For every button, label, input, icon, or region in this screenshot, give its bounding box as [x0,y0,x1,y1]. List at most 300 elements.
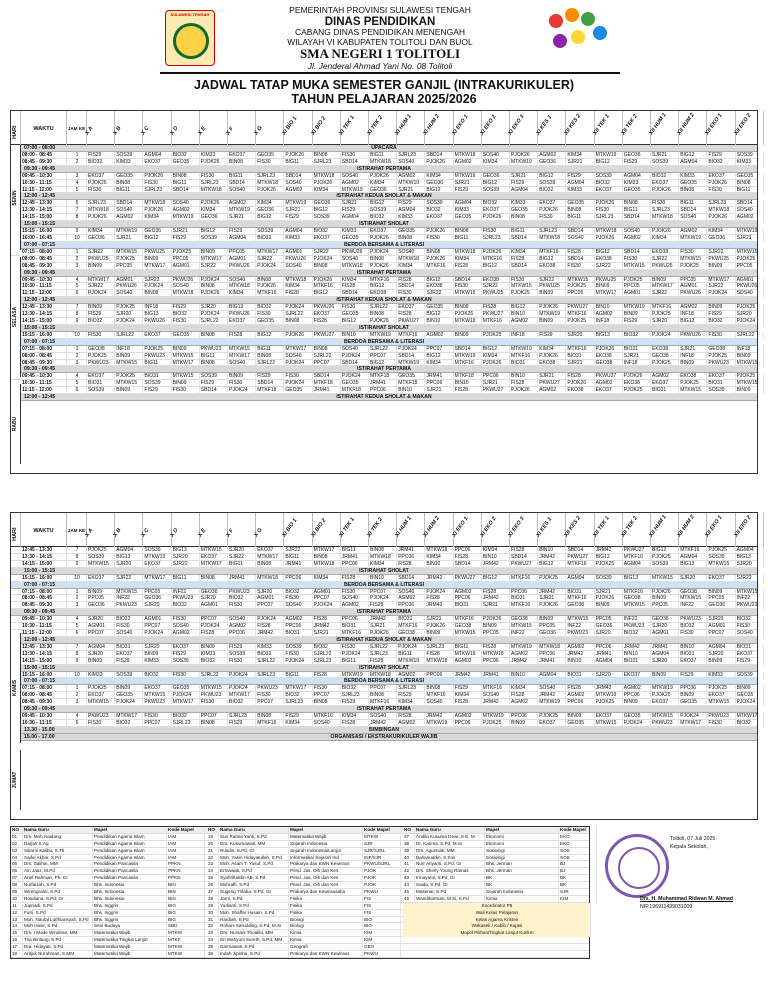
class-cell: SOS39 [425,200,453,207]
class-cell: PJOK25 [510,290,538,297]
row-jam: 5 [67,283,87,290]
class-cell: FIS30 [87,720,115,727]
class-cell: MTKF16 [651,304,679,311]
class-cell: SJR22 [538,277,566,284]
band-time: 07:00 - 07:15 [22,678,68,685]
class-cell: GEO36 [595,623,623,630]
class-cell: BIN08 [313,699,341,706]
schedule-row [11,658,757,665]
schedule-row [11,699,757,706]
class-cell: SJR22 [651,256,679,263]
legend-cell: 29 [207,903,219,910]
legend-cell: Saiful Akbar, S.Pd [23,855,93,862]
class-cell: GEO35 [341,380,369,387]
class-cell: BIN09 [538,318,566,325]
class-cell: SJR22 [707,283,735,290]
row-jam: 4 [67,713,87,720]
class-cell: PPC06 [482,373,510,380]
class-cell: SJR20 [256,589,284,596]
break-band: ISTIRAHAT PERTAMA 09:30 - 09:45 [11,270,757,277]
class-cell: BIN08 [143,290,171,297]
class-cell: MTKF16 [623,589,651,596]
class-cell: FIS29 [228,644,256,651]
header-class-8 [309,111,341,145]
class-cell: MTKW17 [595,290,623,297]
class-cell: BIG13 [115,554,143,561]
class-cell: PKWU27 [313,332,341,339]
class-cell: AGM02 [172,630,200,637]
class-cell: BIG12 [200,228,228,235]
class-cell: SOS39 [200,235,228,242]
class-cell: SBD14 [510,263,538,270]
class-cell: BIG12 [595,554,623,561]
class-cell: SJRL22 [369,304,397,311]
legend-cell: Drs. Nursani Thoalibi, MM [219,930,289,937]
class-cell: SBD14 [454,346,482,353]
class-cell: GEO38 [87,346,115,353]
class-cell: SBD14 [566,228,594,235]
class-cell: BIN09 [623,311,651,318]
legend-cell: Rohani Sarudding, S.Pd, M.Si [219,923,289,930]
class-cell: SJRL23 [651,207,679,214]
row-time: 14:15 - 15:00 [21,658,67,665]
class-cell: MTKW18 [200,187,228,194]
teacher-legend [10,826,590,959]
class-cell: MTKW19 [369,332,397,339]
class-cell: SBD14 [341,159,369,166]
class-cell: AGM02 [397,595,425,602]
class-cell: MTKW15 [679,387,707,394]
class-cell: FIS29 [623,318,651,325]
header-class-label: XII TEK 1 [591,113,611,137]
class-cell: BIG11 [397,651,425,658]
class-cell: KIM34 [538,346,566,353]
class-cell: FIS29 [228,228,256,235]
class-cell: JRM42 [566,651,594,658]
class-cell: KIM34 [313,575,341,582]
class-cell: JRM42 [369,720,397,727]
class-cell: EKO37 [143,685,171,692]
header-class-label: X D [168,125,180,137]
header-class-5 [225,111,256,145]
class-cell: SBD14 [425,152,453,159]
legend-cell: 23 [207,861,219,868]
class-cell: AGM02 [397,672,425,679]
class-cell: PKWU25 [143,249,171,256]
header-class-label: XII KES 2 [563,515,583,539]
class-cell: MTKW17 [284,685,312,692]
schedule-row [11,173,757,180]
class-cell: BIG13 [623,575,651,582]
class-cell: PJOK24 [397,346,425,353]
class-cell: MTKF18 [256,387,284,394]
class-cell: MTKW15 [115,360,143,367]
class-cell: SOS39 [115,152,143,159]
schedule-row [11,651,757,658]
class-cell: BIN08 [256,277,284,284]
class-cell: KIM34 [397,263,425,270]
class-cell: MTKW19 [482,713,510,720]
class-cell: AGM01 [115,277,143,284]
band-time: 15:00 - 15:15 [22,221,68,228]
class-cell: BIN10 [369,575,397,582]
class-cell: SBD14 [623,214,651,221]
header-class-label: XII EKO 1 [704,514,724,539]
class-cell: FIS28 [454,263,482,270]
class-cell: BIG12 [510,304,538,311]
header-class-label: X E [197,125,208,137]
class-cell: GEO36 [538,159,566,166]
class-cell: FIS30 [341,644,369,651]
break-band: ISTIRAHAT KEDUA SHOLAT & MAKAN 12:00 - 12:45 [11,193,757,200]
header-waktu [21,111,67,145]
class-cell: PPC06 [454,547,482,554]
class-cell: MTKW18 [143,200,171,207]
class-cell: SOS40 [115,207,143,214]
row-jam: 6 [67,387,87,394]
class-cell: BIN08 [454,304,482,311]
schedule-row [11,692,757,699]
class-cell: FIS30 [228,380,256,387]
legend-cell: IAM [167,841,205,848]
class-cell: BIO32 [313,228,341,235]
legend-cell: Pendidikan Pancasila [93,868,167,875]
class-cell: SJR21 [454,180,482,187]
class-cell: FIS28 [369,658,397,665]
legend-cell: Ermawati, S.Pd [219,868,289,875]
legend-cell: BIG [167,910,205,917]
class-cell: PJOK24 [341,373,369,380]
header-class-4 [197,513,228,547]
schedule-table-2 [10,512,758,820]
schedule-row [11,387,757,394]
class-cell: KIM34 [369,180,397,187]
class-cell: EKO37 [651,380,679,387]
class-cell: EKO37 [595,187,623,194]
legend-cell: Nama Guru [415,827,485,834]
table-header [11,111,757,145]
class-cell: INF18 [595,318,623,325]
class-cell: MTKF16 [482,256,510,263]
class-cell: KIM34 [482,547,510,554]
legend-cell: Nurr Ariyanti, S.Pd, Gr [415,861,485,868]
class-cell: EKO37 [538,200,566,207]
header-class-label: X D [168,527,180,539]
class-cell: MTKF16 [454,360,482,367]
class-cell: BIG12 [425,353,453,360]
class-cell: MTKW18 [397,256,425,263]
class-cell: FIS29 [228,720,256,727]
class-cell: SOS40 [284,180,312,187]
break-band: BIMBINGAN 13.30 - 15.00 [11,727,757,734]
schedule-row [11,575,757,582]
class-cell: KIM34 [651,235,679,242]
class-cell: MTKF16 [566,595,594,602]
legend-cell: BIN [167,889,205,896]
class-cell: EKO37 [172,644,200,651]
class-cell: PJOK26 [707,214,735,221]
legend-cell: 11 [11,903,23,910]
class-cell: FIS28 [510,547,538,554]
legend-cell: Jarni, S.Pd [219,896,289,903]
header-class-label: XI EKO 1 [450,516,470,539]
class-cell: FIS29 [397,692,425,699]
class-cell: PKWU23 [651,720,679,727]
class-cell: BIO32 [172,311,200,318]
class-cell: GEO36 [707,235,735,242]
legend-cell: 41 [403,861,415,868]
class-cell: MTKF16 [256,720,284,727]
class-cell: GEO38 [651,353,679,360]
legend-cell: 32 [207,923,219,930]
class-cell: AGM02 [454,658,482,665]
class-cell: PJOK24 [651,332,679,339]
class-cell: PPC05 [143,589,171,596]
legend-cell: MTKW [167,951,205,958]
class-cell: FIS30 [341,152,369,159]
break-band: UPACARA 07:00 - 08:00 [11,145,757,152]
header-hari [11,513,21,547]
class-cell: SJR21 [510,173,538,180]
class-cell: SJR21 [313,630,341,637]
class-cell: MTKF16 [566,311,594,318]
class-cell: PJOK24 [679,713,707,720]
class-cell: PJOK26 [707,180,735,187]
class-cell: BIN10 [454,380,482,387]
class-cell: BIG12 [256,332,284,339]
legend-cell: Indah Jiploha, S.Pd [219,951,289,958]
class-cell: KIM33 [341,228,369,235]
class-cell: FIS30 [679,249,707,256]
class-cell: GEO38 [707,346,735,353]
class-cell: MTKW15 [651,713,679,720]
class-cell: PPC07 [369,589,397,596]
class-cell: MTKW17 [200,561,228,568]
class-cell: SOS40 [341,346,369,353]
legend-cell: Andila Kusuma Dewi, S.E, M [415,834,485,841]
row-time: 13:30 - 14:15 [21,554,67,561]
class-cell: PKWU23 [143,353,171,360]
class-cell: INF22 [623,616,651,623]
band-time: 09:30 - 09:45 [22,166,68,173]
class-cell: PPC06 [284,575,312,582]
row-jam: 8 [67,554,87,561]
class-cell: EKO37 [707,575,735,582]
class-cell: EKO37 [707,692,735,699]
class-cell: SOS40 [482,152,510,159]
class-cell: MTKF16 [313,713,341,720]
class-cell: PJOK26 [425,228,453,235]
class-cell: PKWU23 [172,595,200,602]
legend-cell: BIG [167,903,205,910]
sign-place-date: Tolitoli, 07 Juli 2025 [670,836,716,842]
row-jam: 4 [67,277,87,284]
legend-cell: Rosdiana, S.Pd, Gr [23,896,93,903]
legend-cell: Dra. Kusumawati, MM [219,841,289,848]
class-cell: SJRL23 [256,672,284,679]
class-cell: PKWU27 [566,554,594,561]
legend-cell: 20 [207,841,219,848]
class-cell: BIG12 [538,561,566,568]
legend-cell: BK [559,882,597,889]
row-jam: 4 [67,616,87,623]
class-cell: SOS40 [115,630,143,637]
class-cell: PJOK26 [143,207,171,214]
class-cell: KIM33 [623,180,651,187]
class-cell: SJRL23 [707,200,735,207]
class-cell: PJOK26 [538,353,566,360]
class-cell: AGM04 [115,547,143,554]
legend-row [11,944,589,951]
class-cell: SBD14 [256,380,284,387]
class-cell: AGM04 [538,672,566,679]
class-cell: SOS40 [679,214,707,221]
row-time: 08:00 - 08:45 [21,595,67,602]
schedule-row [11,214,757,221]
class-cell: FIS28 [228,332,256,339]
class-cell: SJR22 [595,263,623,270]
row-jam: 5 [67,187,87,194]
class-cell: EKO37 [707,373,735,380]
class-cell: SOS40 [397,589,425,596]
class-cell: SJR22 [200,263,228,270]
class-cell: INF18 [736,346,764,353]
class-cell: MTKW17 [115,713,143,720]
class-cell: MTKW19 [595,692,623,699]
class-cell: SOS39 [172,658,200,665]
class-cell: SOS40 [228,187,256,194]
class-cell: PJOK26 [256,283,284,290]
class-cell: AGM02 [284,187,312,194]
header-waktu [21,513,67,547]
school-address: Jl. Jenderal Ahmad Yani No. 08 Tolitoli [307,60,453,71]
class-cell: SBD14 [510,554,538,561]
class-cell: BIO32 [595,180,623,187]
class-cell: PKWU25 [595,277,623,284]
class-cell: FIS30 [115,623,143,630]
class-cell: JRM42 [538,554,566,561]
class-cell: MTKW19 [397,360,425,367]
schedule-row [11,263,757,270]
header-class-20 [648,111,679,145]
class-cell: EKO38 [566,387,594,394]
legend-cell: Nurfaizah, S.Pd [23,882,93,889]
break-band: BERDOA BERSAMA & LITERASI 07:00 - 07:15 [11,678,757,685]
class-cell: FIS29 [623,159,651,166]
class-cell: SJR22 [172,561,200,568]
class-cell: PKWU25 [87,256,115,263]
class-cell: MTKW18 [369,159,397,166]
class-cell: SOS39 [228,651,256,658]
class-cell: SOS40 [228,277,256,284]
class-cell: MTKW17 [707,277,735,284]
class-cell: SJR22 [736,575,764,582]
class-cell: PKWU23 [566,630,594,637]
legend-row [11,930,589,937]
legend-cell: Bhs. Inggris [93,903,167,910]
class-cell: MTKW18 [172,290,200,297]
class-cell: BIG12 [256,214,284,221]
class-cell: BIG11 [284,554,312,561]
class-cell: BIN09 [679,692,707,699]
legend-cell: Mapel [485,827,559,834]
class-cell: PKWU27 [397,318,425,325]
class-cell: PJOK24 [200,311,228,318]
branch-line-1: CABANG DINAS PENDIDIKAN MENENGAH [294,27,466,38]
class-cell: PPC07 [369,353,397,360]
legend-cell: 36 [207,951,219,958]
class-cell: FIS28 [482,304,510,311]
province-logo [165,10,215,66]
class-cell: MTKW18 [87,207,115,214]
table-header [11,513,757,547]
schedule-row [11,547,757,554]
class-cell: PJOK24 [87,290,115,297]
legend-cell: BIN [167,896,205,903]
legend-cell: Bhs. Indonesia [93,896,167,903]
sign-nip: NIP.196911499031009 [640,904,693,910]
class-cell: EKO37 [256,547,284,554]
legend-cell: Drs. Moh Haidang [23,834,93,841]
class-cell: EKO38 [538,263,566,270]
class-cell: SOS40 [284,353,312,360]
row-jam: 9 [67,658,87,665]
class-cell: BIG11 [284,159,312,166]
class-cell: EKO38 [623,380,651,387]
class-cell: BIG12 [341,318,369,325]
header-class-label: X A [84,125,95,137]
class-cell: BIG12 [482,575,510,582]
class-cell: SJRL23 [425,644,453,651]
class-cell: MTKF16 [397,332,425,339]
class-cell: PKWU23 [707,360,735,367]
class-cell: PKWU26 [736,283,764,290]
class-cell: BIO32 [425,207,453,214]
class-cell: PJOK26 [510,387,538,394]
row-time: 08:45 - 09:30 [21,159,67,166]
class-cell: PPC06 [228,630,256,637]
class-cell: PKWU25 [482,290,510,297]
row-jam: 4 [67,373,87,380]
legend-cell: Bahanuddin, S.Sos [415,855,485,862]
class-cell: FIS30 [313,685,341,692]
class-cell: AGM04 [679,554,707,561]
class-cell: FIS30 [172,387,200,394]
header-class-6 [253,513,284,547]
class-cell: JRM41 [482,672,510,679]
class-cell: SOS39 [651,159,679,166]
class-cell: MTKW18 [425,547,453,554]
row-time: 10:30 - 11:15 [21,180,67,187]
class-cell: BIG12 [482,263,510,270]
schedule-title [0,78,768,107]
legend-cell: Ain Jaaz, M.Pd [23,868,93,875]
class-cell: FIS30 [707,187,735,194]
class-cell: BIN08 [115,180,143,187]
class-cell: SOS40 [115,290,143,297]
class-cell: PPC05 [87,595,115,602]
class-cell: PPC05 [736,263,764,270]
legend-cell: 31 [207,917,219,924]
class-cell: FIS28 [454,387,482,394]
legend-cell: Hardiah, S.Pd [219,917,289,924]
row-time: 15:15 - 16:00 [21,575,67,582]
class-cell: FIS28 [454,699,482,706]
legend-cell: 43 [403,875,415,882]
legend-row [11,868,589,875]
class-cell: GEO35 [566,720,594,727]
class-cell: KIM33 [143,658,171,665]
